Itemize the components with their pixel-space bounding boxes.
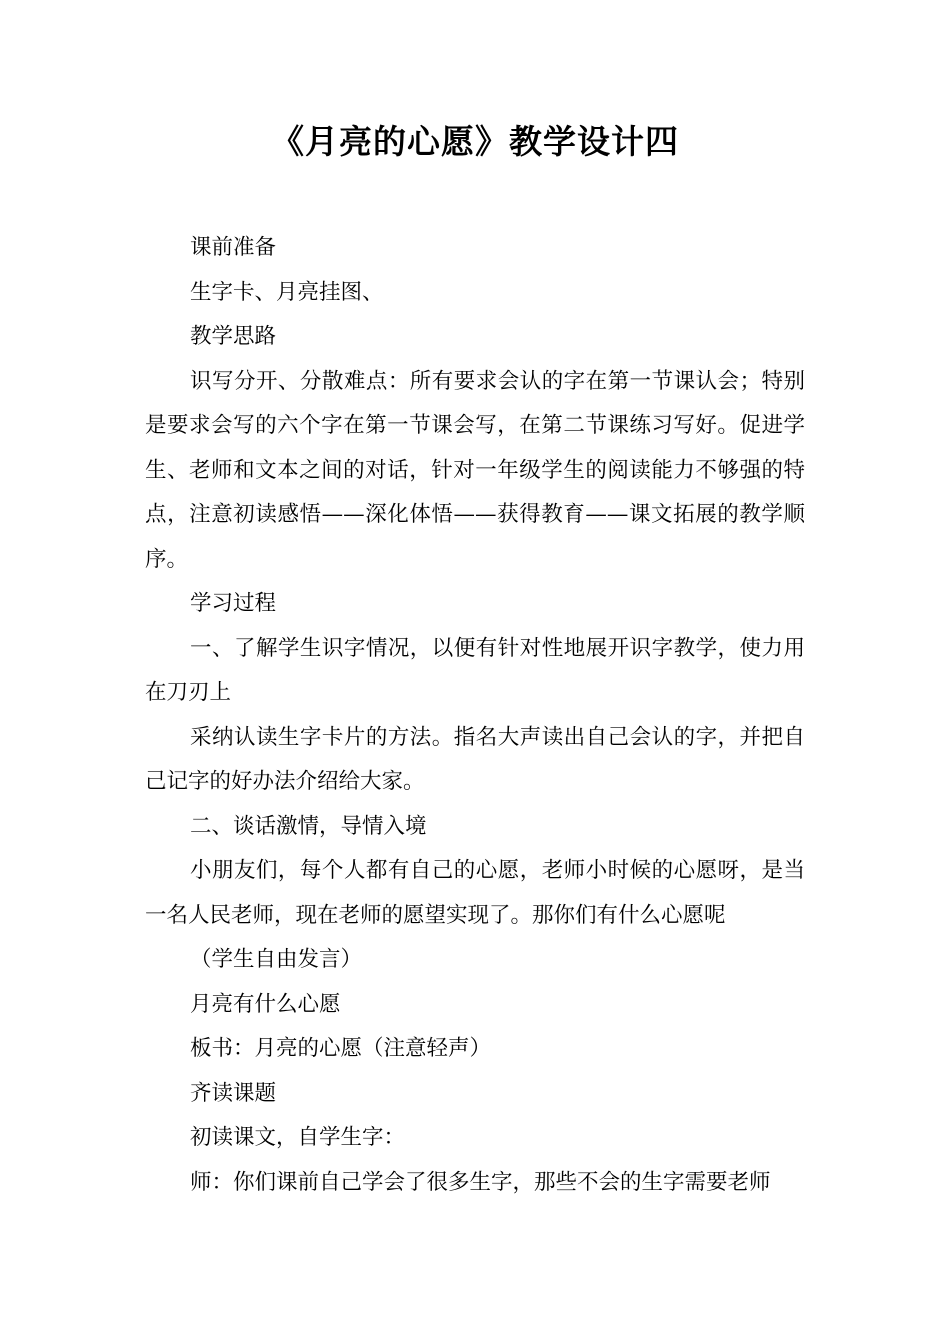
paragraph-teacher-talk: 小朋友们，每个人都有自己的心愿，老师小时候的心愿呀，是当一名人民老师，现在老师的愿望实现了。那你们有什么心愿呢 [145, 858, 805, 928]
paragraph-teacher-note: 师：你们课前自己学会了很多生字，那些不会的生字需要老师 [190, 1169, 771, 1195]
paragraph-prep-heading: 课前准备 [190, 235, 277, 260]
document-body [145, 226, 805, 1205]
paragraph-process-heading: 学习过程 [190, 591, 277, 616]
document-title: 《月亮的心愿》教学设计四 [271, 122, 679, 161]
paragraph-step-one: 一、了解学生识字情况，以便有针对性地展开识字教学，使力用在刀刃上 [145, 635, 805, 705]
paragraph-blackboard: 板书：月亮的心愿（注意轻声） [190, 1036, 492, 1061]
paragraph-read-title: 齐读课题 [190, 1080, 277, 1106]
paragraph-step-two: 二、谈话激情，导情入境 [190, 813, 427, 839]
paragraph-prep-materials: 生字卡、月亮挂图、 [190, 279, 384, 305]
paragraph-moon-wish: 月亮有什么心愿 [190, 991, 341, 1017]
paragraph-first-reading: 初读课文，自学生字： [190, 1125, 406, 1150]
paragraph-approach-text: 识写分开、分散难点：所有要求会认的字在第一节课认会；特别是要求会写的六个字在第一节课会写，在第二节课练习写好。促进学生、老师和文本之间的对话，针对一年级学生的阅读能力不够强的特点，注意初读感悟——深化体悟——获得教育——课文拓展的教学顺序。 [145, 368, 805, 572]
paragraph-step-one-method: 采纳认读生字卡片的方法。指名大声读出自己会认的字，并把自己记字的好办法介绍给大家。 [145, 724, 805, 794]
paragraph-student-speech: （学生自由发言） [190, 947, 363, 972]
paragraph-approach-heading: 教学思路 [190, 324, 277, 349]
